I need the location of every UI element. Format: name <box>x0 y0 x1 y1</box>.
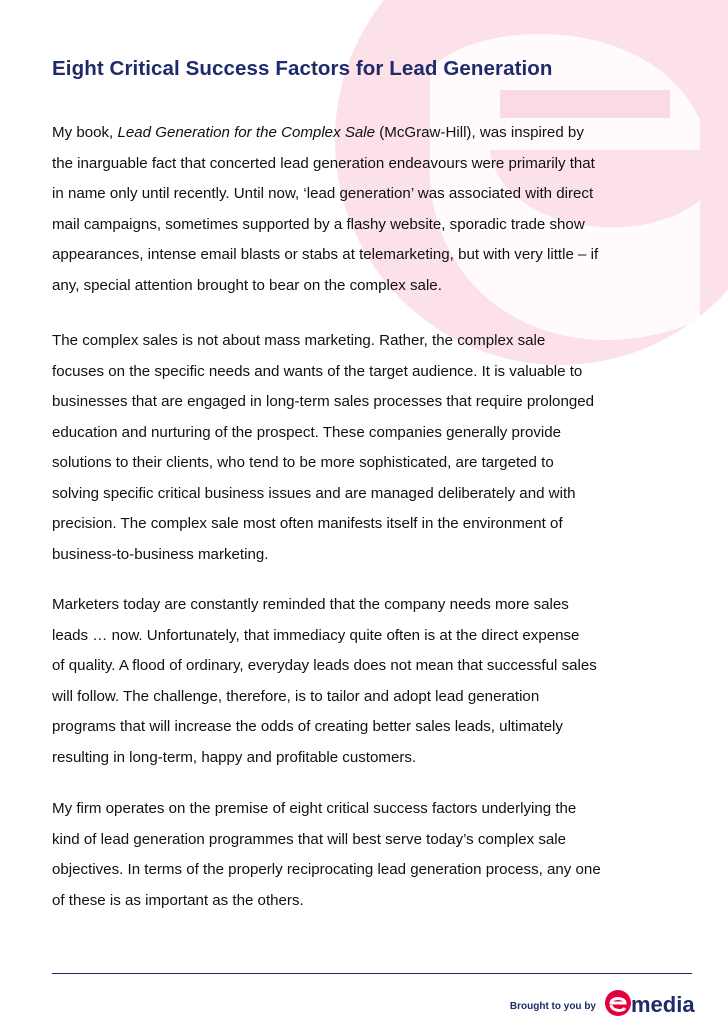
footer <box>510 987 704 1019</box>
paragraph-line: education and nurturing of the prospect. These companies generally provide <box>52 423 562 441</box>
paragraph-line: Marketers today are constantly reminded that the company needs more sales <box>52 596 569 613</box>
document-title: Eight Critical Success Factors for Lead Generation <box>52 57 553 80</box>
paragraph-line: appearances, intense email blasts or stabs at telemarketing, but with very little – if <box>52 246 599 263</box>
paragraph-line: the inarguable fact that concerted lead generation endeavours were primarily that <box>52 154 595 172</box>
footer-byline: Brought to you by <box>509 1000 596 1012</box>
paragraph-line: business-to-business marketing. <box>52 545 269 563</box>
paragraph-line: solutions to their clients, who tend to be more sophisticated, are targeted to <box>52 454 554 471</box>
paragraph-line: of quality. A flood of ordinary, everyday leads does not mean that successful sales <box>52 657 597 674</box>
paragraph-4 <box>52 794 702 916</box>
book-title: Lead Generation for the Complex Sale <box>117 124 376 141</box>
paragraph-line: programs that will increase the odds of creating better sales leads, ultimately <box>52 718 563 735</box>
paragraph-line: objectives. In terms of the properly reciprocating lead generation process, any one <box>52 861 601 878</box>
emedia-logo <box>604 987 704 1019</box>
footer-divider <box>52 973 692 974</box>
paragraph-line: businesses that are engaged in long-term sales processes that require prolonged <box>52 393 595 410</box>
paragraph-line: in name only until recently. Until now, ‘lead generation’ was associated with direct <box>52 185 594 202</box>
logo-wordmark: media <box>631 992 695 1017</box>
paragraph-line: My book, Lead Generation for the Complex Sale (McGraw-Hill), was inspired by <box>52 124 584 141</box>
paragraph-line: solving specific critical business issues and are managed deliberately and with <box>52 484 576 502</box>
paragraph-1 <box>52 118 702 301</box>
paragraph-line: precision. The complex sale most often manifests itself in the environment of <box>52 515 563 532</box>
paragraph-3 <box>52 590 702 773</box>
paragraph-line: mail campaigns, sometimes supported by a flashy website, sporadic trade show <box>52 215 585 233</box>
paragraph-line: focuses on the specific needs and wants of the target audience. It is valuable to <box>52 362 583 380</box>
paragraph-line: The complex sales is not about mass marketing. Rather, the complex sale <box>52 332 546 349</box>
paragraph-line: leads … now. Unfortunately, that immediacy quite often is at the direct expense <box>52 626 580 644</box>
paragraph-line: kind of lead generation programmes that will best serve today’s complex sale <box>52 830 567 848</box>
paragraph-line: resulting in long-term, happy and profitable customers. <box>52 748 417 766</box>
paragraph-line: will follow. The challenge, therefore, is to tailor and adopt lead generation <box>52 687 540 705</box>
paragraph-line: My firm operates on the premise of eight critical success factors underlying the <box>52 800 577 817</box>
paragraph-line: of these is as important as the others. <box>52 891 304 909</box>
paragraph-2 <box>52 326 702 570</box>
paragraph-line: any, special attention brought to bear on the complex sale. <box>52 276 442 294</box>
